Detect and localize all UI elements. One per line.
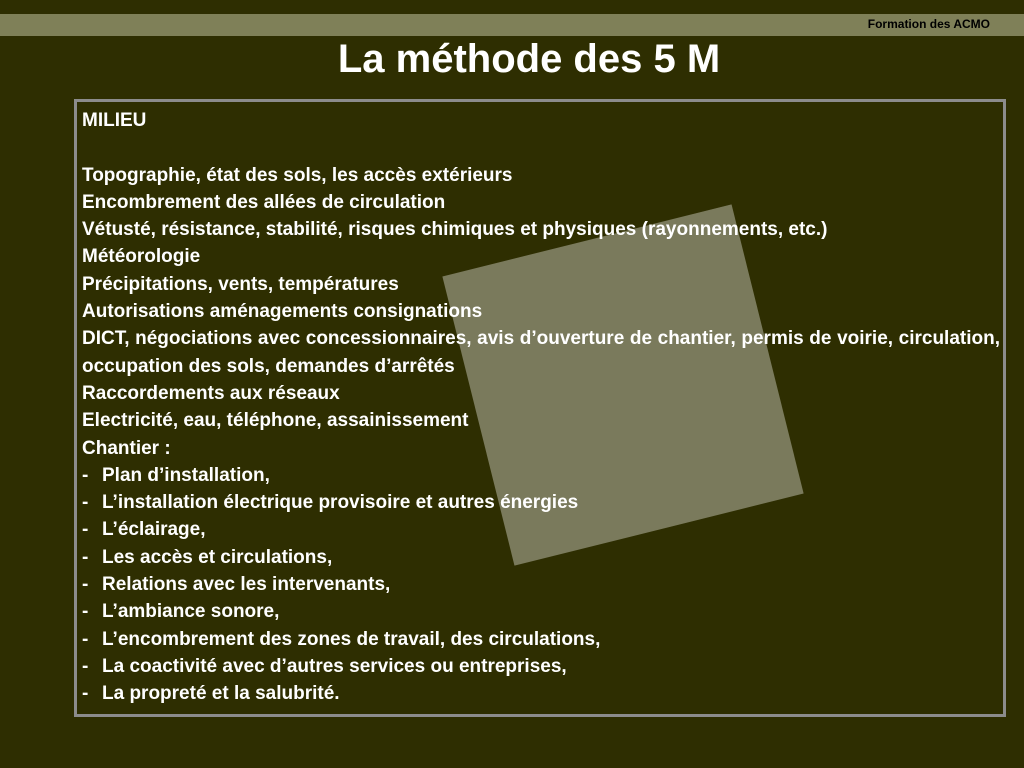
- bullet-text: Plan d’installation,: [102, 464, 270, 486]
- bullet-item: [82, 462, 1000, 489]
- bullet-dash: -: [82, 546, 89, 568]
- bullet-item: [82, 626, 1000, 653]
- bullet-text: Les accès et circulations,: [102, 546, 333, 568]
- bullet-dash: -: [82, 574, 89, 596]
- bullet-text: L’ambiance sonore,: [102, 601, 280, 623]
- bullet-dash: -: [82, 519, 89, 541]
- bullet-dash: -: [82, 655, 89, 677]
- bullet-text: Relations avec les intervenants,: [102, 574, 391, 596]
- content-line: Météorologie: [82, 246, 201, 268]
- bullet-item: [82, 653, 1000, 680]
- content-line: Vétusté, résistance, stabilité, risques chimiques et physiques (rayonnements, etc.): [82, 219, 828, 241]
- bullet-text: L’encombrement des zones de travail, des circulations,: [102, 628, 601, 650]
- content-line: Autorisations aménagements consignations: [82, 301, 483, 323]
- content-line: Topographie, état des sols, les accès extérieurs: [82, 164, 513, 186]
- content-line: Précipitations, vents, températures: [82, 273, 399, 295]
- bullet-text: La propreté et la salubrité.: [102, 683, 340, 705]
- bullet-item: [82, 571, 1000, 598]
- bullet-dash: -: [82, 464, 89, 486]
- bullet-item: [82, 544, 1000, 571]
- bullet-text: La coactivité avec d’autres services ou entreprises,: [102, 655, 567, 677]
- section-heading: MILIEU: [82, 110, 147, 131]
- bullet-item: [82, 598, 1000, 625]
- bullet-item: [82, 516, 1000, 543]
- bullet-dash: -: [82, 601, 89, 623]
- bullet-text: L’éclairage,: [102, 519, 206, 541]
- content-line: Encombrement des allées de circulation: [82, 191, 446, 213]
- content-text: [82, 107, 1000, 708]
- bullet-text: L’installation électrique provisoire et autres énergies: [102, 492, 579, 514]
- bullet-dash: -: [82, 492, 89, 514]
- slide-title: La méthode des 5 M: [337, 37, 721, 81]
- header-label: Formation des ACMO: [867, 17, 990, 31]
- bullet-dash: -: [82, 683, 89, 705]
- content-line: Chantier :: [82, 437, 171, 459]
- bullet-item: [82, 680, 1000, 707]
- content-line: Electricité, eau, téléphone, assainissement: [82, 410, 469, 432]
- content-line: Raccordements aux réseaux: [82, 382, 340, 404]
- dict-paragraph: DICT, négociations avec concessionnaires, avis d’ouverture de chantier, permis de voirie, circulation, occupation des sols, demandes d’arrêtés: [82, 328, 1000, 377]
- bullet-item: [82, 489, 1000, 516]
- bullet-dash: -: [82, 628, 89, 650]
